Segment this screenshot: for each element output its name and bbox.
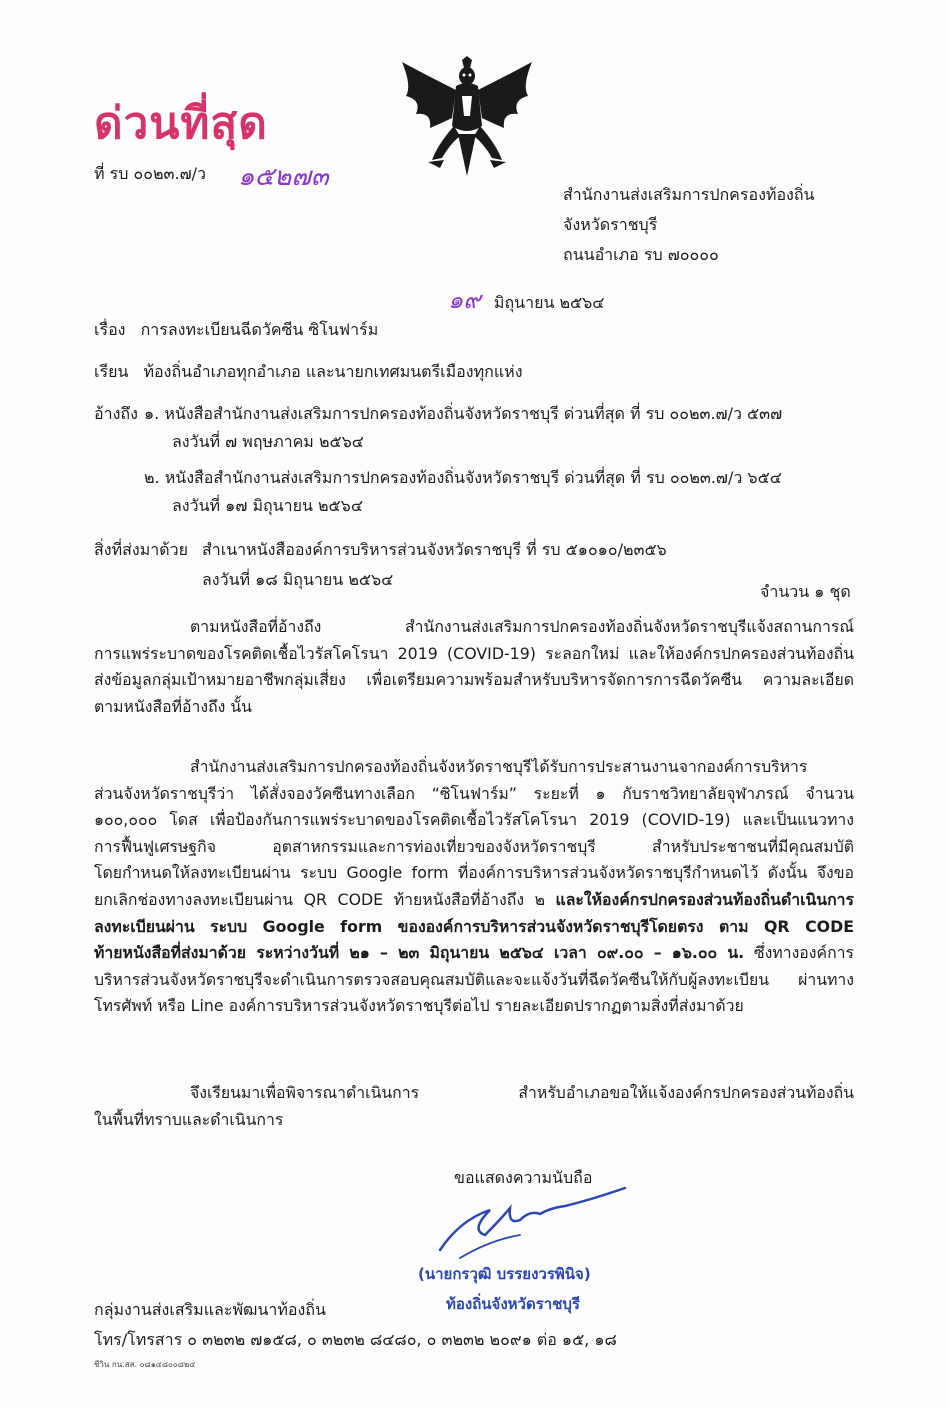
paragraph-1-line-4: ตามหนังสือที่อ้างถึง นั้น [94,696,252,716]
paragraph-3-line-2: ในพื้นที่ทราบและดำเนินการ [94,1109,284,1129]
document-number-handwritten: ๑๕๒๗๓ [238,162,329,192]
references-label: อ้างถึง [94,404,138,423]
paragraph-1-line-1: ตามหนังสือที่อ้างถึง สำนักงานส่งเสริมการปกครองท้องถิ่นจังหวัดราชบุรีแจ้งสถานการณ์ [190,617,854,636]
paragraph-3 [94,1080,854,1133]
paragraph-2 [94,754,854,1020]
signature-icon [430,1180,630,1260]
reference-1-line-1: ๑. หนังสือสำนักงานส่งเสริมการปกครองท้องถิ่นจังหวัดราชบุรี ด่วนที่สุด ที่ รบ ๐๐๒๓.๗/ว ๕๓๗ [144,404,783,423]
recipient-label: เรียน [94,362,129,381]
letter-date [448,280,604,319]
closing-regards: ขอแสดงความนับถือ [454,1168,593,1187]
paragraph-2-line-4: การฟื้นฟูเศรษฐกิจ อุตสาหกรรมและการท่องเที่ยวของจังหวัดราชบุรี สำหรับประชาชนที่มีคุณสมบัติ [94,836,854,856]
paragraph-2-line-6 [94,887,854,914]
office-line-2: จังหวัดราชบุรี [563,215,658,234]
paragraph-2-line-2: ส่วนจังหวัดราชบุรีว่า ได้สั่งจองวัคซีนทางเลือก “ซิโนฟาร์ม” ระยะที่ ๑ กับราชวิทยาลัยจุฬาภรณ์ จำนวน [94,783,854,803]
garuda-emblem-icon [398,56,536,182]
paragraph-2-line-7: ลงทะเบียนผ่าน ระบบ Google form ขององค์การบริหารส่วนจังหวัดราชบุรีโดยตรง ตาม QR CODE [94,916,854,936]
date-day-handwritten: ๑๙ [448,286,481,314]
paragraph-2-line-6-normal: ยกเลิกช่องทางลงทะเบียนผ่าน QR CODE ท้ายหนังสือที่อ้างถึง ๒ [94,889,545,909]
office-line-1: สำนักงานส่งเสริมการปกครองท้องถิ่น [563,185,815,204]
recipient-text: ท้องถิ่นอำเภอทุกอำเภอ และนายกเทศมนตรีเมืองทุกแห่ง [143,362,523,381]
paragraph-2-line-6-bold: และให้องค์กรปกครองส่วนท้องถิ่นดำเนินการ [555,889,854,909]
office-line-3: ถนนอำเภอ รบ ๗๐๐๐๐ [563,245,719,264]
recipient-row [94,360,523,385]
reference-1-line-2: ลงวันที่ ๗ พฤษภาคม ๒๕๖๔ [172,432,364,451]
paragraph-2-line-10: โทรศัพท์ หรือ Line องค์การบริหารส่วนจังหวัดราชบุรีต่อไป รายละเอียดปรากฏตามสิ่งที่ส่งมาด้วย [94,996,744,1016]
date-month-year: มิถุนายน ๒๕๖๔ [493,293,605,312]
subject-text: การลงทะเบียนฉีดวัคซีน ซิโนฟาร์ม [140,320,379,339]
enclosure-line-2: ลงวันที่ ๑๘ มิถุนายน ๒๕๖๔ [202,570,394,589]
paragraph-2-line-8-bold: ท้ายหนังสือที่ส่งมาด้วย ระหว่างวันที่ ๒๑ – ๒๓ มิถุนายน ๒๕๖๔ เวลา ๐๙.๐๐ – ๑๖.๐๐ น. [94,943,745,963]
document-number-label: ที่ รบ ๐๐๒๓.๗/ว [94,164,206,183]
paragraph-2-line-3: ๑๐๐,๐๐๐ โดส เพื่อป้องกันการแพร่ระบาดของโรคติดเชื้อไวรัสโคโรนา 2019 (COVID-19) และเป็นแนวทาง [94,810,854,830]
paragraph-3-line-1: จึงเรียนมาเพื่อพิจารณาดำเนินการ สำหรับอำเภอขอให้แจ้งองค์กรปกครองส่วนท้องถิ่น [190,1083,854,1102]
paragraph-2-line-8-normal: ซึ่งทางองค์การ [753,943,854,963]
paragraph-2-line-9: บริหารส่วนจังหวัดราชบุรีจะดำเนินการตรวจสอบคุณสมบัติและจะแจ้งวันที่ฉีดวัคซีนให้กับผู้ลงทะเบียน ผ่านทาง [94,969,854,989]
paragraph-2-line-8 [94,940,854,967]
reference-2-line-2: ลงวันที่ ๑๗ มิถุนายน ๒๕๖๔ [172,496,363,515]
paragraph-1-line-2: การแพร่ระบาดของโรคติดเชื้อไวรัสโคโรนา 2019 (COVID-19) ระลอกใหม่ และให้องค์กรปกครองส่วนท้องถิ่น [94,643,854,663]
subject-row [94,318,378,343]
enclosure-quantity: จำนวน ๑ ชุด [760,582,851,601]
signatory-position: ท้องถิ่นจังหวัดราชบุรี [446,1295,580,1313]
paragraph-2-line-1: สำนักงานส่งเสริมการปกครองท้องถิ่นจังหวัดราชบุรีได้รับการประสานงานจากองค์การบริหาร [190,757,808,776]
signatory-name: (นายกรวุฒิ บรรยงวรพินิจ) [418,1265,591,1283]
paragraph-1 [94,614,854,720]
enclosure-label: สิ่งที่ส่งมาด้วย [94,540,188,559]
paragraph-1-line-3: ส่งข้อมูลกลุ่มเป้าหมายอาชีพกลุ่มเสี่ยง เพื่อเตรียมความพร้อมสำหรับบริหารจัดการการฉีดวัคซีน ความละเอียด [94,670,854,690]
urgency-stamp: ด่วนที่สุด [94,98,268,149]
reference-2-line-1: ๒. หนังสือสำนักงานส่งเสริมการปกครองท้องถิ่นจังหวัดราชบุรี ด่วนที่สุด ที่ รบ ๐๐๒๓.๗/ว ๖๕๔ [144,468,782,487]
footer-phone: โทร/โทรสาร ๐ ๓๒๓๒ ๗๑๕๘, ๐ ๓๒๓๒ ๘๔๘๐, ๐ ๓๒๓๒ ๒๐๙๑ ต่อ ๑๕, ๑๘ [94,1330,617,1349]
office-address [563,180,814,270]
enclosure-line-1: สำเนาหนังสือองค์การบริหารส่วนจังหวัดราชบุรี ที่ รบ ๕๑๐๑๐/๒๓๕๖ [202,540,667,559]
subject-label: เรื่อง [94,320,126,339]
footer-small-note: ชีวิน กน.สส. ๐๘๑๔๘๐๐๘๒๔ [94,1360,196,1369]
footer-division: กลุ่มงานส่งเสริมและพัฒนาท้องถิ่น [94,1300,326,1319]
paragraph-2-line-5: โดยกำหนดให้ลงทะเบียนผ่าน ระบบ Google form ที่องค์การบริหารส่วนจังหวัดราชบุรีกำหนดไว้ ดังนั้น จึงขอ [94,863,854,883]
